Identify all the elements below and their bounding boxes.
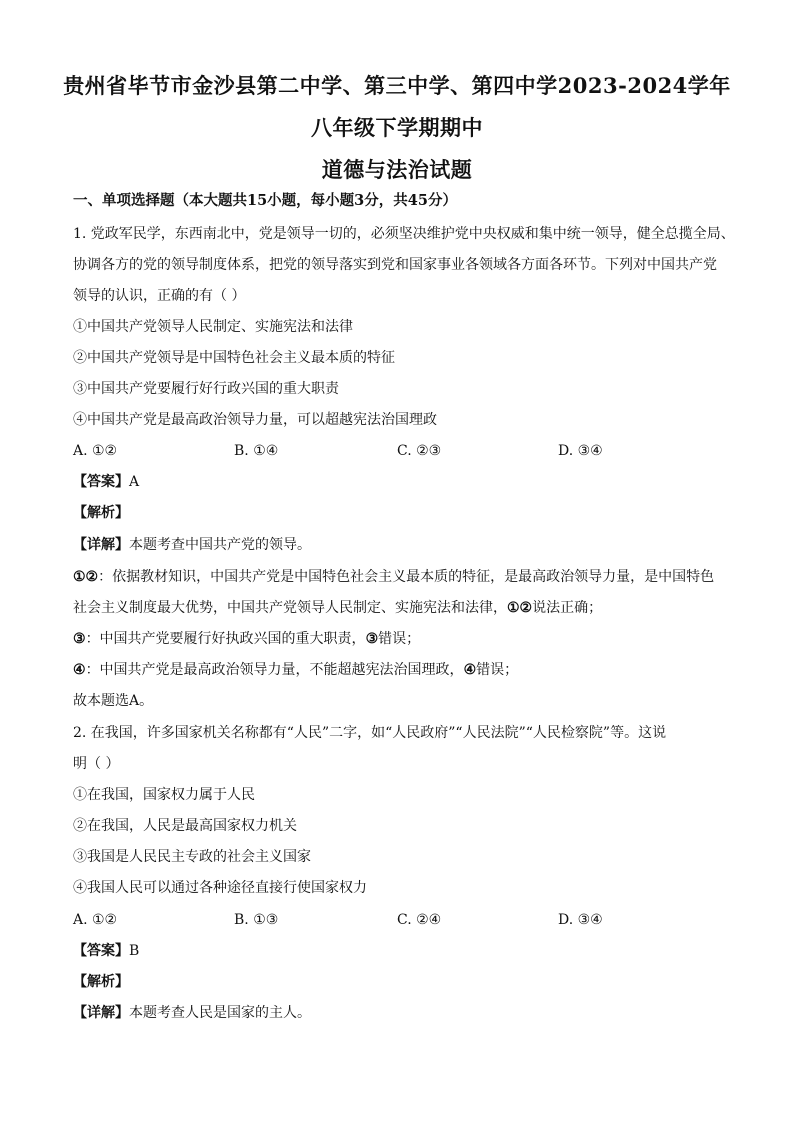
exam-title-line1: 贵州省毕节市金沙县第二中学、第三中学、第四中学2023-2024学年 [63, 73, 731, 98]
q1-answer [73, 472, 754, 492]
q1-conclusion: 故本题选A。 [73, 693, 154, 709]
q1-answer-value: A [129, 474, 140, 490]
q2-answer-value: B [129, 943, 140, 959]
q1-expl3-mark: ④ [73, 662, 86, 678]
q1-expl3-mark2: ④ [463, 662, 477, 678]
q1-detail-intro: 本题考查中国共产党的领导。 [129, 537, 311, 553]
q1-expl1-text: ：依据教材知识，中国共产党是中国特色社会主义最本质的特征，是最高政治领导力量，是中国特色 [98, 569, 715, 585]
q1-expl1-line2-mark: ①② [507, 600, 533, 616]
q1-explanation-1-line2 [73, 598, 754, 618]
q1-expl1-line2a: 社会主义制度最大优势，中国共产党领导人民制定、实施宪法和法律， [73, 600, 507, 616]
q1-expl2-end: 错误； [378, 631, 421, 647]
q2-detail-intro: 本题考查人民是国家的主人。 [129, 1005, 311, 1021]
q2-item-1: ①在我国，国家权力属于人民 [73, 787, 255, 803]
q1-option-c: C. ②③ [397, 443, 442, 459]
q2-option-d: D. ③④ [558, 912, 603, 928]
q2-detail-tag: 【详解】 [73, 1005, 129, 1021]
q1-item-1: ①中国共产党领导人民制定、实施宪法和法律 [73, 319, 353, 335]
q1-stem-line2: 协调各方的党的领导制度体系，把党的领导落实到党和国家事业各领域各方面各环节。下列对中国共产党 [73, 257, 717, 273]
q1-analysis-tag: 【解析】 [73, 505, 129, 521]
q2-stem-line1: 2. 在我国，许多国家机关名称都有“人民”二字，如“人民政府”“人民法院”“人民检察院”等。这说 [73, 725, 667, 741]
q1-item-2: ②中国共产党领导是中国特色社会主义最本质的特征 [73, 350, 395, 366]
q2-stem-line2: 明（ ） [73, 756, 120, 772]
q1-expl2-mark: ③ [73, 631, 86, 647]
q1-explanation-3 [73, 660, 754, 680]
q1-item-4: ④中国共产党是最高政治领导力量，可以超越宪法治国理政 [73, 412, 437, 428]
q2-item-4: ④我国人民可以通过各种途径直接行使国家权力 [73, 880, 367, 896]
q1-expl3-end: 错误； [476, 662, 519, 678]
q2-detail [73, 1003, 754, 1023]
q2-item-3: ③我国是人民民主专政的社会主义国家 [73, 849, 311, 865]
q2-answer [73, 941, 754, 961]
q2-option-b: B. ①③ [234, 912, 279, 928]
q2-item-2: ②在我国，人民是最高国家权力机关 [73, 818, 297, 834]
exam-title-line2: 八年级下学期期中 [311, 115, 483, 140]
q2-answer-tag: 【答案】 [73, 943, 129, 959]
q1-stem-line3: 领导的认识，正确的有（ ） [73, 288, 246, 304]
q1-item-3: ③中国共产党要履行好行政兴国的重大职责 [73, 381, 339, 397]
q1-expl1-line2b: 说法正确； [532, 600, 603, 616]
q2-option-c: C. ②④ [397, 912, 442, 928]
q1-answer-tag: 【答案】 [73, 474, 129, 490]
q1-explanation-1-line1 [73, 567, 754, 587]
q1-option-d: D. ③④ [558, 443, 603, 459]
exam-title-subject: 道德与法治试题 [321, 157, 473, 182]
q1-expl2-mark2: ③ [365, 631, 379, 647]
q1-explanation-2 [73, 629, 754, 649]
q1-expl2-text: ：中国共产党要履行好执政兴国的重大职责， [85, 631, 366, 647]
q2-option-a: A. ①② [73, 912, 118, 928]
q2-analysis-tag: 【解析】 [73, 974, 129, 990]
q1-detail [73, 535, 754, 555]
q1-option-b: B. ①④ [234, 443, 279, 459]
q1-detail-tag: 【详解】 [73, 537, 129, 553]
q1-expl1-mark: ①② [73, 569, 99, 585]
q1-expl3-text: ：中国共产党是最高政治领导力量，不能超越宪法治国理政， [85, 662, 464, 678]
section-heading: 一、单项选择题（本大题共15小题，每小题3分，共45分） [73, 192, 457, 209]
q1-option-a: A. ①② [73, 443, 118, 459]
q1-stem-line1: 1. 党政军民学，东西南北中，党是领导一切的，必须坚决维护党中央权威和集中统一领导，健全总揽全局、 [73, 226, 735, 242]
